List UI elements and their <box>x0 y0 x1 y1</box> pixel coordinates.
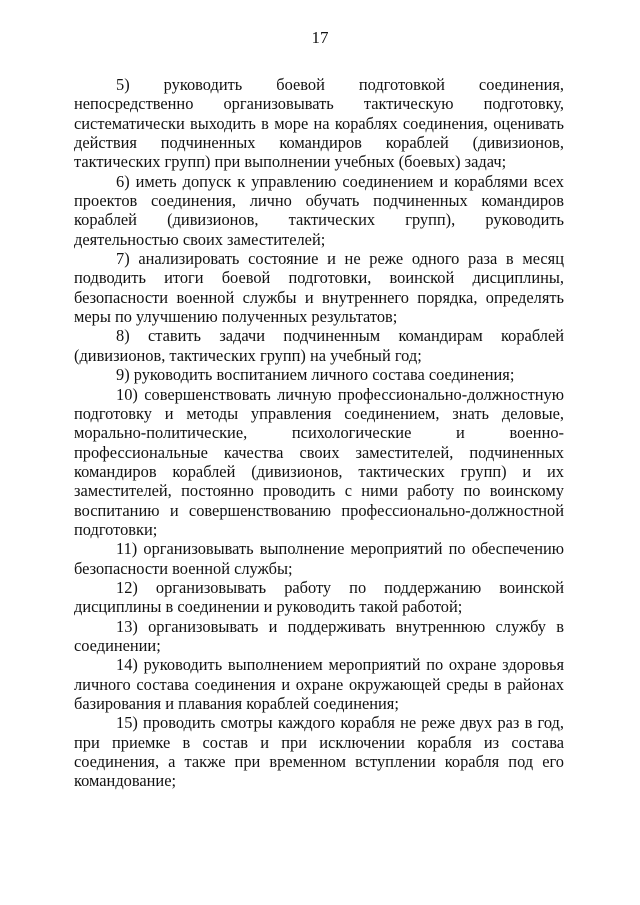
list-item-10: 10) совершенствовать личную профессионально-должностную подготовку и методы управления соединением, знать деловые, морально-политические, психологические и военно-профессиональные качества своих заместителей, подчиненных командиров кораблей (дивизионов, тактических групп) и их заместителей, постоянно проводить с ними работу по воинскому воспитанию и совершенствованию профессионально-должностной подготовки; <box>74 384 564 539</box>
list-item-9: 9) руководить воспитанием личного состава соединения; <box>116 365 515 385</box>
list-item-7: 7) анализировать состояние и не реже одного раза в месяц подводить итоги боевой подготовки, воинской дисциплины, безопасности военной службы и внутреннего порядка, определять меры по улучшению полученных результатов; <box>74 249 564 327</box>
page-number: 17 <box>311 28 329 47</box>
list-item-14: 14) руководить выполнением мероприятий по охране здоровья личного состава соединения и охране окружающей среды в районах базирования и плавания кораблей соединения; <box>74 655 564 713</box>
list-item-8: 8) ставить задачи подчиненным командирам кораблей (дивизионов, тактических групп) на учебный год; <box>74 326 564 365</box>
list-item-15: 15) проводить смотры каждого корабля не реже двух раз в год, при приемке в состав и при исключении корабля из состава соединения, а также при временном вступлении корабля под его командование; <box>74 713 564 791</box>
list-item-11: 11) организовывать выполнение мероприятий по обеспечению безопасности военной службы; <box>74 539 564 578</box>
list-item-5: 5) руководить боевой подготовкой соединения, непосредственно организовывать тактическую подготовку, систематически выходить в море на кораблях соединения, оценивать действия подчиненных командиров кораблей (дивизионов, тактических групп) при выполнении учебных (боевых) задач; <box>74 75 564 172</box>
list-item-13: 13) организовывать и поддерживать внутреннюю службу в соединении; <box>74 616 564 655</box>
list-item-12: 12) организовывать работу по поддержанию воинской дисциплины в соединении и руководить такой работой; <box>74 577 564 617</box>
document-body <box>74 75 564 791</box>
list-item-6: 6) иметь допуск к управлению соединением и кораблями всех проектов соединения, лично обучать подчиненных командиров кораблей (дивизионов, тактических групп), руководить деятельностью своих заместителей; <box>74 171 564 249</box>
